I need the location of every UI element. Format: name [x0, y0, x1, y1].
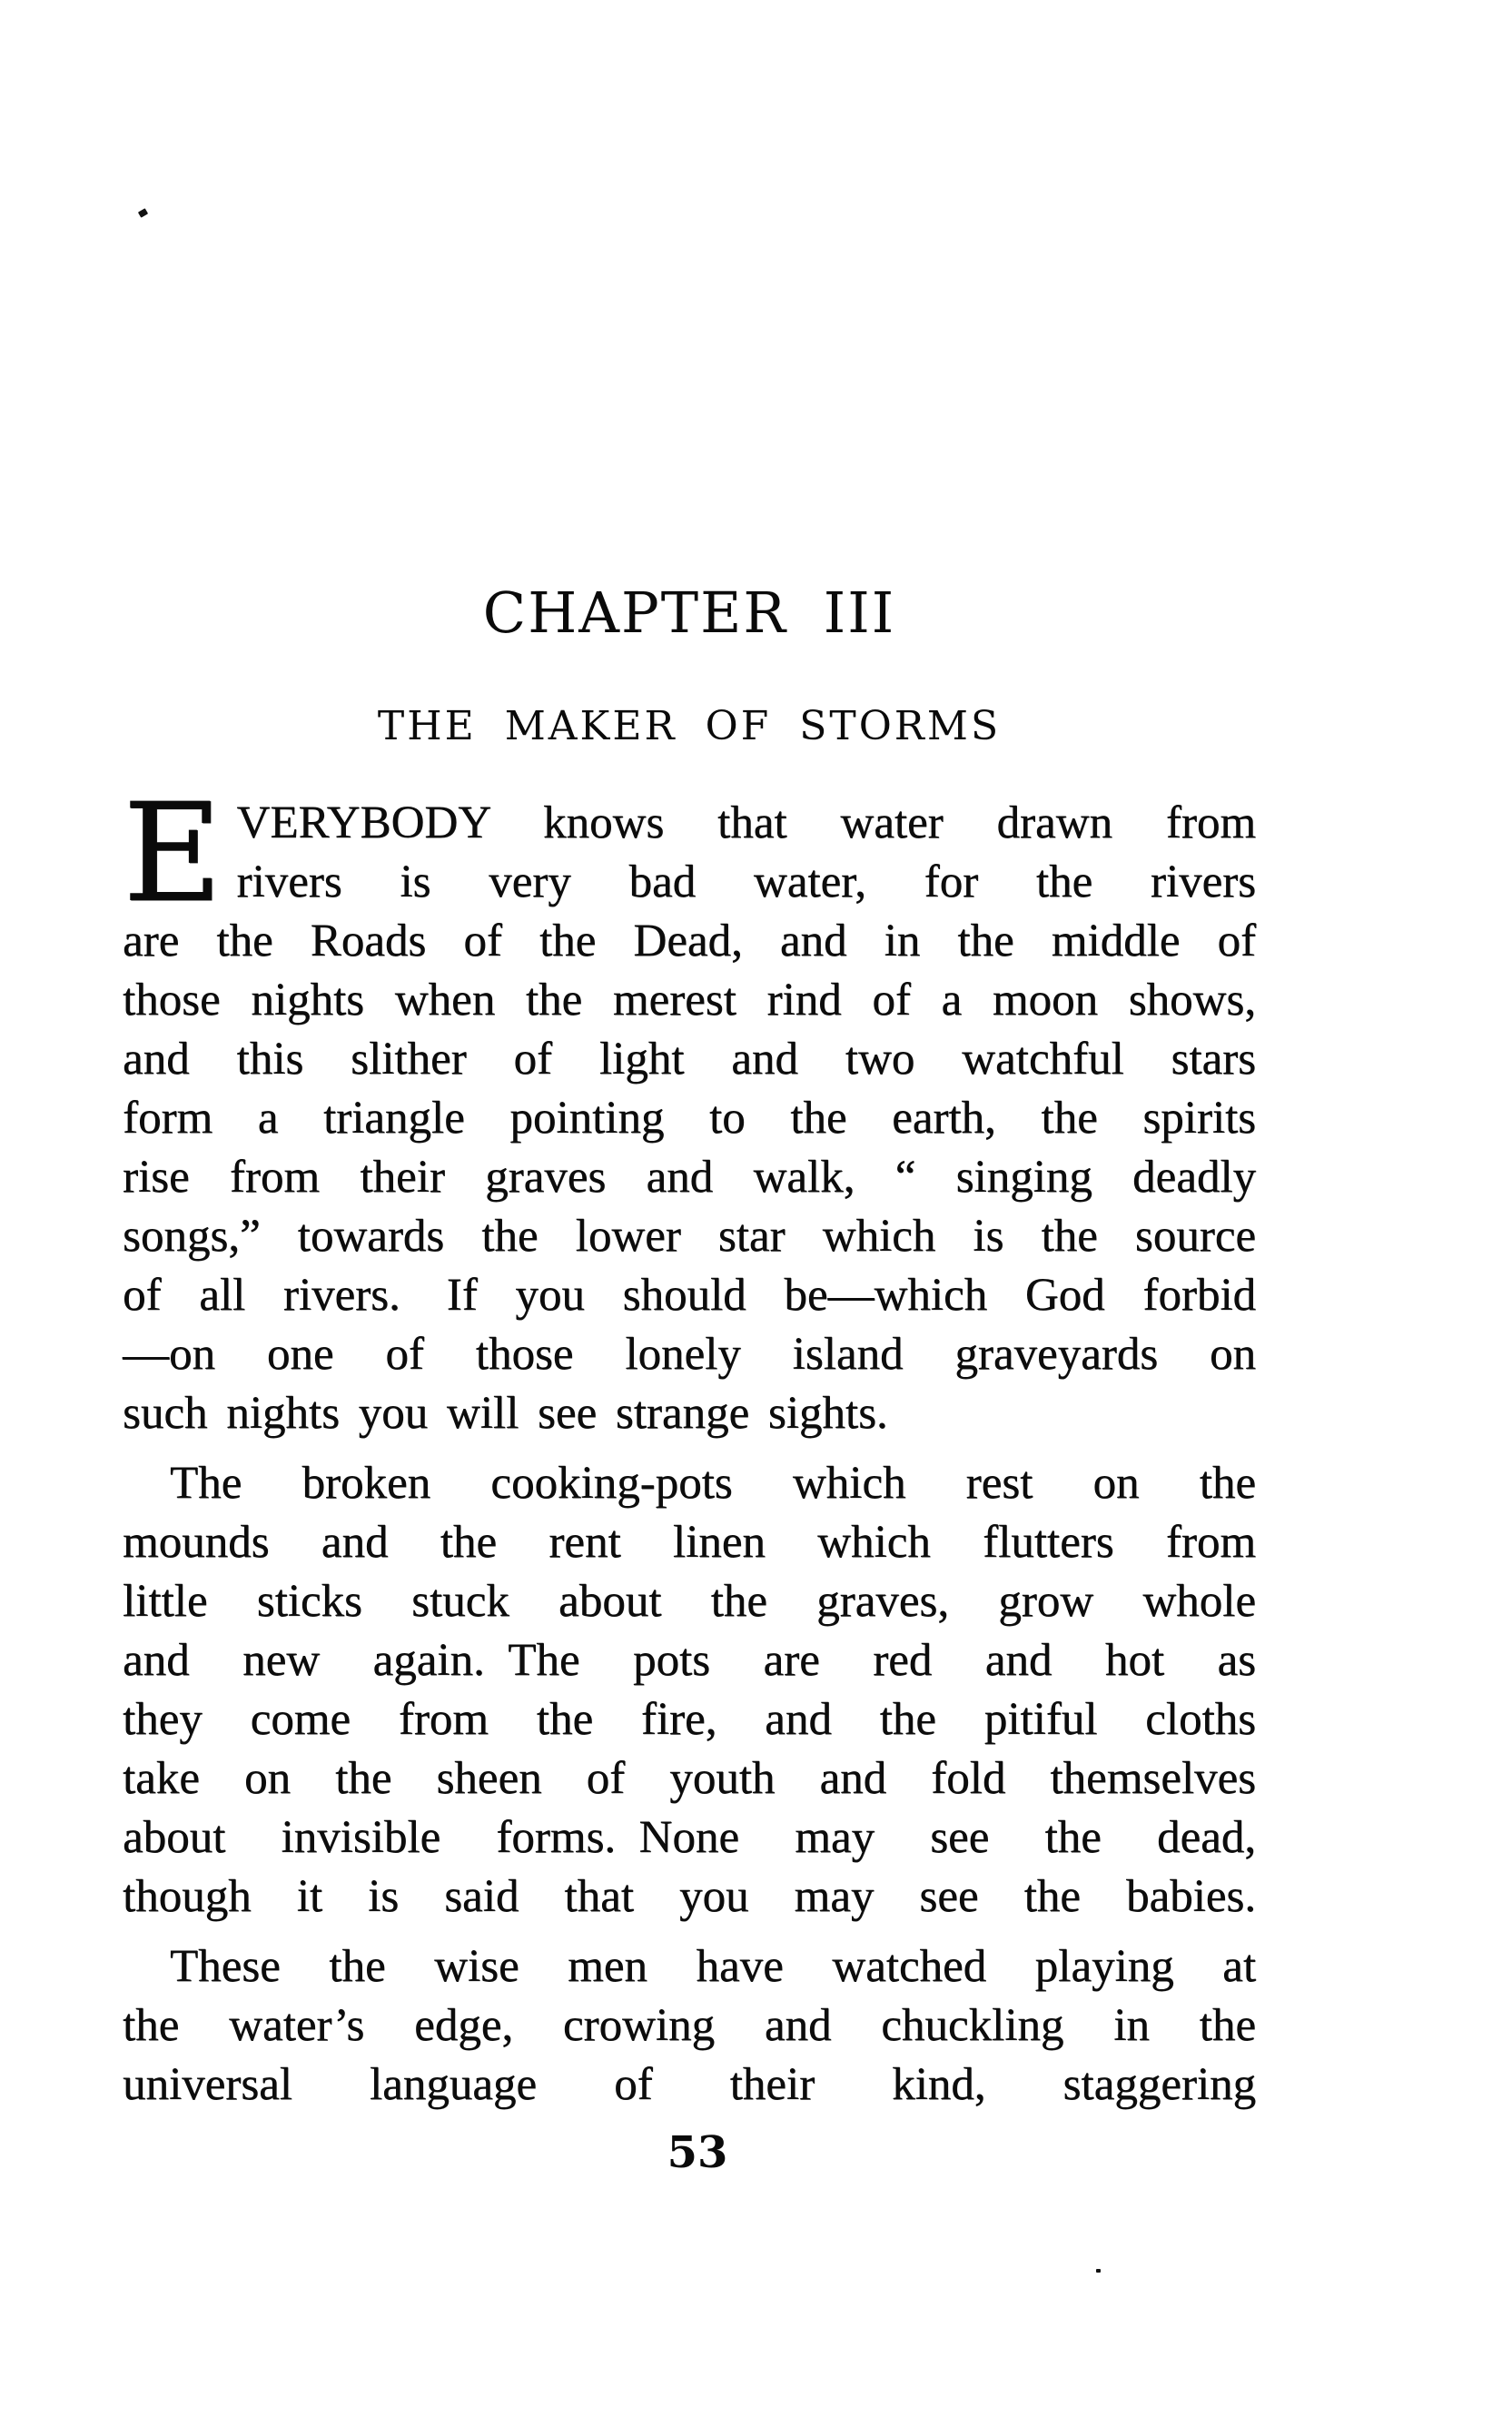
text-line: little sticks stuck about the graves, grow whole [123, 1576, 1256, 1627]
body-text [123, 775, 1256, 2115]
chapter-subtitle: THE MAKER OF STORMS [377, 703, 1002, 749]
text-line: rise from their graves and walk, “ singing deadly [123, 1152, 1256, 1203]
ink-speck [138, 208, 148, 218]
text-line: they come from the fire, and the pitiful cloths [123, 1694, 1256, 1745]
drop-cap: E [123, 775, 222, 933]
paragraph-2 [123, 1454, 1256, 1927]
chapter-heading: CHAPTER III [482, 580, 896, 646]
text-line: —on one of those lonely island graveyards on [123, 1329, 1256, 1380]
ink-speck [1096, 2269, 1101, 2273]
text-line: though it is said that you may see the babies. [123, 1871, 1256, 1922]
paragraph-3 [123, 1937, 1256, 2115]
text-line: those nights when the merest rind of a moon shows, [123, 975, 1256, 1025]
text-line: These the wise men have watched playing at [170, 1941, 1256, 1992]
text-line: such nights you will see strange sights. [123, 1388, 888, 1439]
text-line: universal language of their kind, staggering [123, 2059, 1256, 2110]
text-line: and this slither of light and two watchful stars [123, 1034, 1256, 1085]
text-line: take on the sheen of youth and fold themselves [123, 1753, 1256, 1804]
text-line: are the Roads of the Dead, and in the middle of [123, 916, 1256, 966]
text-line: about invisible forms. None may see the dead, [123, 1812, 1256, 1863]
text-line: form a triangle pointing to the earth, the spirits [123, 1093, 1256, 1144]
text-line: rivers is very bad water, for the rivers [236, 857, 1256, 907]
text-line: VERYBODY knows that water drawn from [236, 797, 1256, 848]
text-line: and new again. The pots are red and hot as [123, 1635, 1256, 1686]
paragraph-1 [123, 775, 1256, 1443]
text-line: The broken cooking-pots which rest on the [170, 1458, 1256, 1509]
text-line: of all rivers. If you should be—which God forbid [123, 1270, 1256, 1321]
text-line: songs,” towards the lower star which is the source [123, 1211, 1256, 1262]
text-line: the water’s edge, crowing and chuckling in the [123, 2000, 1256, 2051]
text-line: mounds and the rent linen which flutters from [123, 1517, 1256, 1568]
page-number: 53 [667, 2127, 728, 2178]
